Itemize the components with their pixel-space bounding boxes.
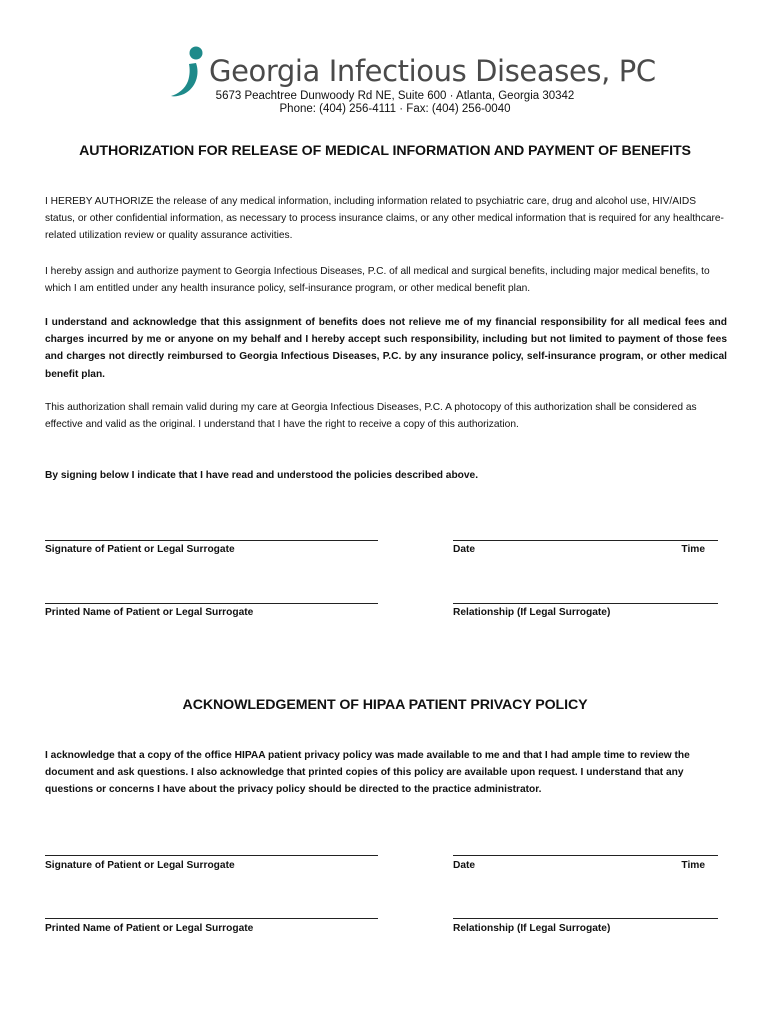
practice-name-logo: Georgia Infectious Diseases, PC bbox=[209, 54, 656, 88]
printed-name-label: Printed Name of Patient or Legal Surrogate bbox=[45, 607, 254, 618]
financial-responsibility-paragraph: I understand and acknowledge that this assignment of benefits does not relieve me of my financial responsibility for all medical fees and charges incurred by me or anyone on my behalf and I hereby accept such responsibility, including but not limited to payment of those fees and charges not directly reimbursed to Georgia Infectious Diseases, P.C. by any insurance policy, self-insurance program, or other medical benefit plan. bbox=[45, 317, 727, 380]
validity-paragraph: This authorization shall remain valid during my care at Georgia Infectious Diseases, P.C. A photocopy of this authorization shall be considered as effective and valid as the original. I understand that I have the right to receive a copy of this authorization. bbox=[45, 402, 697, 431]
release-section-title: AUTHORIZATION FOR RELEASE OF MEDICAL INFORMATION AND PAYMENT OF BENEFITS bbox=[79, 143, 691, 159]
hipaa-relationship-label: Relationship (If Legal Surrogate) bbox=[453, 923, 611, 934]
assignment-paragraph: I hereby assign and authorize payment to Georgia Infectious Diseases, P.C. of all medical and surgical benefits, including major medical benefits, to which I am entitled under any health insurance policy, self-insurance program, or other medical benefit plan. bbox=[45, 266, 710, 295]
signature-line[interactable] bbox=[45, 540, 378, 541]
hipaa-printed-name-line[interactable] bbox=[45, 918, 378, 919]
hipaa-signature-label: Signature of Patient or Legal Surrogate bbox=[45, 860, 235, 871]
practice-address: 5673 Peachtree Dunwoody Rd NE, Suite 600 · Atlanta, Georgia 30342 bbox=[215, 90, 575, 102]
date-label: Date bbox=[453, 544, 476, 555]
relationship-label: Relationship (If Legal Surrogate) bbox=[453, 607, 611, 618]
relationship-line[interactable] bbox=[453, 603, 718, 604]
signing-statement: By signing below I indicate that I have read and understood the policies described above. bbox=[45, 470, 479, 481]
practice-phone-fax: Phone: (404) 256-4111 · Fax: (404) 256-0040 bbox=[279, 103, 511, 115]
hipaa-relationship-line[interactable] bbox=[453, 918, 718, 919]
printed-name-line[interactable] bbox=[45, 603, 378, 604]
hipaa-signature-line[interactable] bbox=[45, 855, 378, 856]
hipaa-time-label: Time bbox=[681, 860, 705, 871]
hipaa-section-title: ACKNOWLEDGEMENT OF HIPAA PATIENT PRIVACY POLICY bbox=[182, 697, 588, 713]
hipaa-printed-name-label: Printed Name of Patient or Legal Surrogate bbox=[45, 923, 254, 934]
hipaa-date-time-line[interactable] bbox=[453, 855, 718, 856]
release-paragraph: I HEREBY AUTHORIZE the release of any medical information, including information related to psychiatric care, drug and alcohol use, HIV/AIDS status, or other confidential information, as necessary to process insurance claims, or any other medical information that is required for any healthcare-related utilization review or quality assurance activities. bbox=[45, 196, 724, 242]
hipaa-date-label: Date bbox=[453, 860, 476, 871]
time-label: Time bbox=[681, 544, 705, 555]
date-time-line[interactable] bbox=[453, 540, 718, 541]
hipaa-acknowledgement-paragraph: I acknowledge that a copy of the office HIPAA patient privacy policy was made available to me and that I had ample time to review the document and ask questions. I also acknowledge that printed copies of this policy are available upon request. I understand that any questions or concerns I have about the privacy policy should be directed to the practice administrator. bbox=[45, 750, 690, 796]
signature-label: Signature of Patient or Legal Surrogate bbox=[45, 544, 235, 555]
